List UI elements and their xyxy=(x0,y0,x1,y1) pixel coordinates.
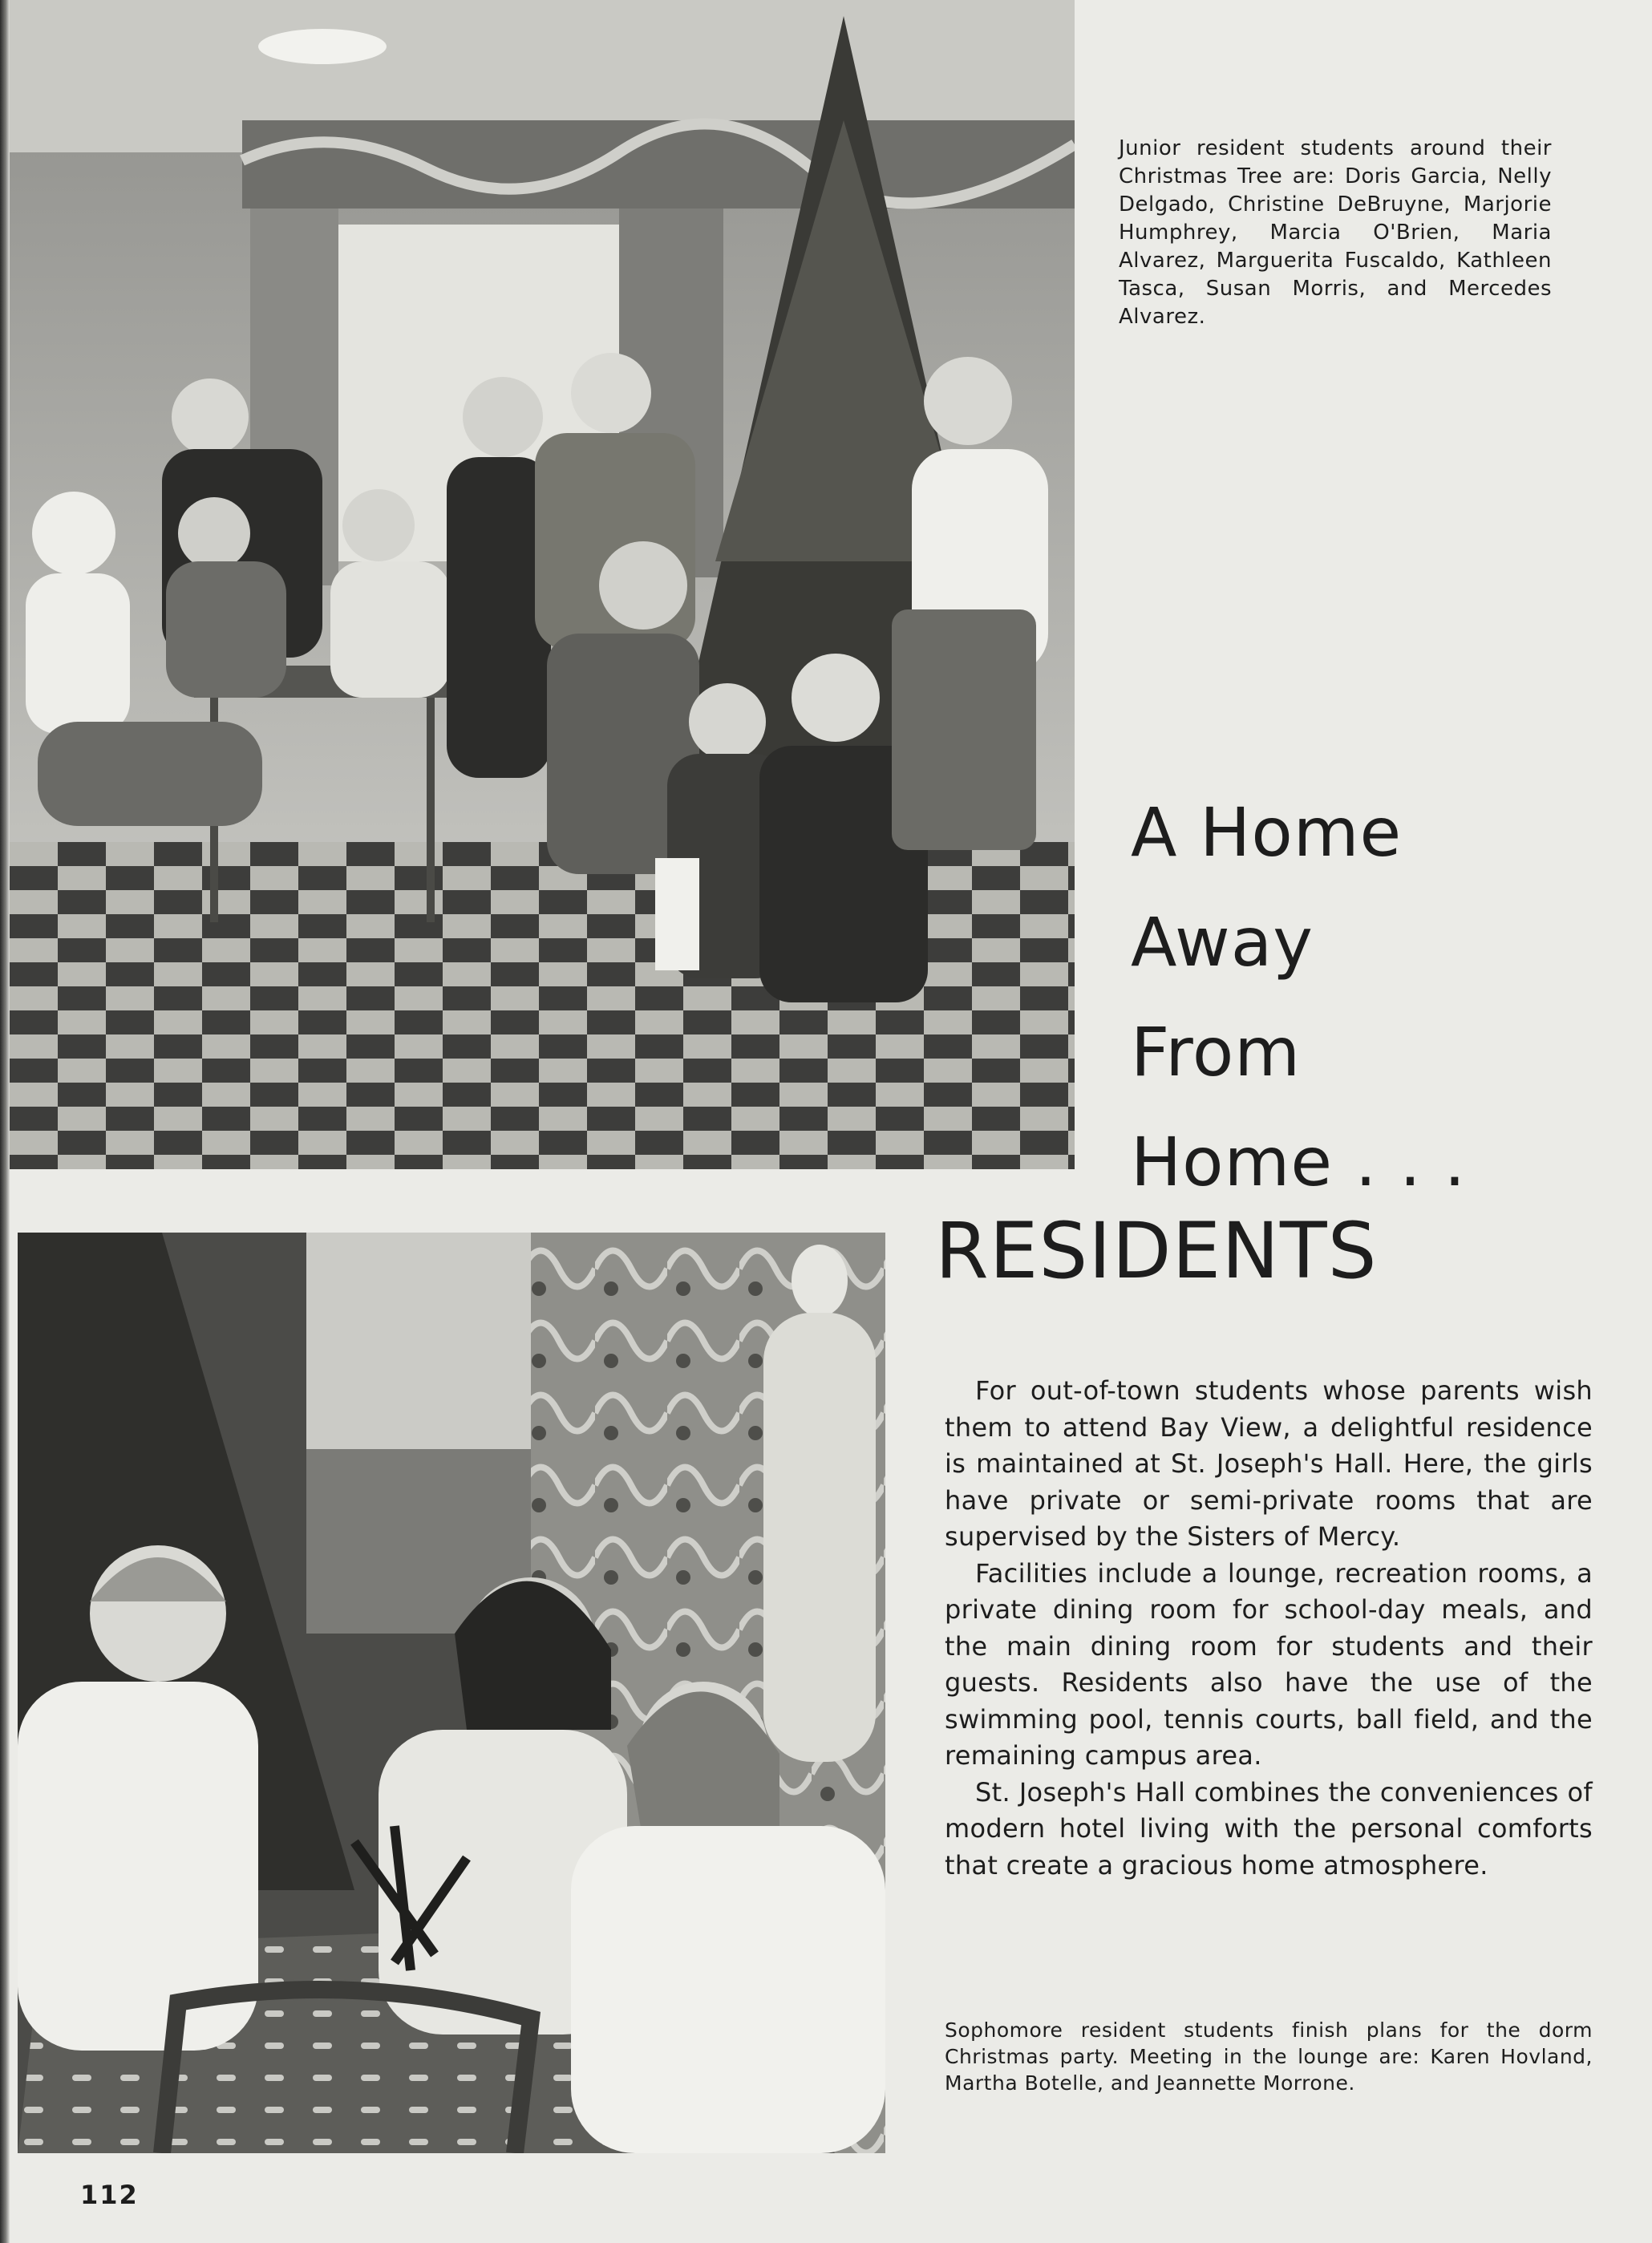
headline-line-4: Home . . . xyxy=(1131,1123,1467,1201)
sophomore-residents-photo xyxy=(18,1233,885,2153)
body-paragraph-2: Facilities include a lounge, recreation rooms, a private dining room for school-day meals, and the main dining room for students and their guests. Residents also have the use of the swimming pool, tennis courts, ball field, and the remaining campus area. xyxy=(945,1557,1593,1771)
headline xyxy=(1131,778,1580,1217)
body-paragraph-3: St. Joseph's Hall combines the conveniences of modern hotel living with the personal comforts that create a gracious home atmosphere. xyxy=(945,1776,1593,1881)
headline-line-3: From xyxy=(1131,1013,1302,1091)
junior-residents-photo xyxy=(10,0,1075,1169)
body-text xyxy=(945,1373,1593,1884)
top-photo-caption: Junior resident students around their Christmas Tree are: Doris Garcia, Nelly Delgado, Christine DeBruyne, Marjorie Humphrey, Marcia O'Brien, Maria Alvarez, Marguerita Fuscaldo, Kathleen Tasca, Susan Morris, and Mercedes Alvarez. xyxy=(1119,136,1552,329)
page-number: 112 xyxy=(80,2180,139,2210)
section-title: RESIDENTS xyxy=(935,1206,1378,1296)
bottom-photo-caption: Sophomore resident students finish plans for the dorm Christmas party. Meeting in the lounge are: Karen Hovland, Martha Botelle, and Jeannette Morrone. xyxy=(945,2018,1593,2095)
headline-line-2: Away xyxy=(1131,903,1314,982)
body-paragraph-1: For out-of-town students whose parents wish them to attend Bay View, a delightful residence is maintained at St. Joseph's Hall. Here, the girls have private or semi-private rooms that are supervised by the Sisters of Mercy. xyxy=(945,1375,1593,1552)
headline-line-1: A Home xyxy=(1131,793,1403,872)
page-binding-edge xyxy=(0,0,10,2243)
